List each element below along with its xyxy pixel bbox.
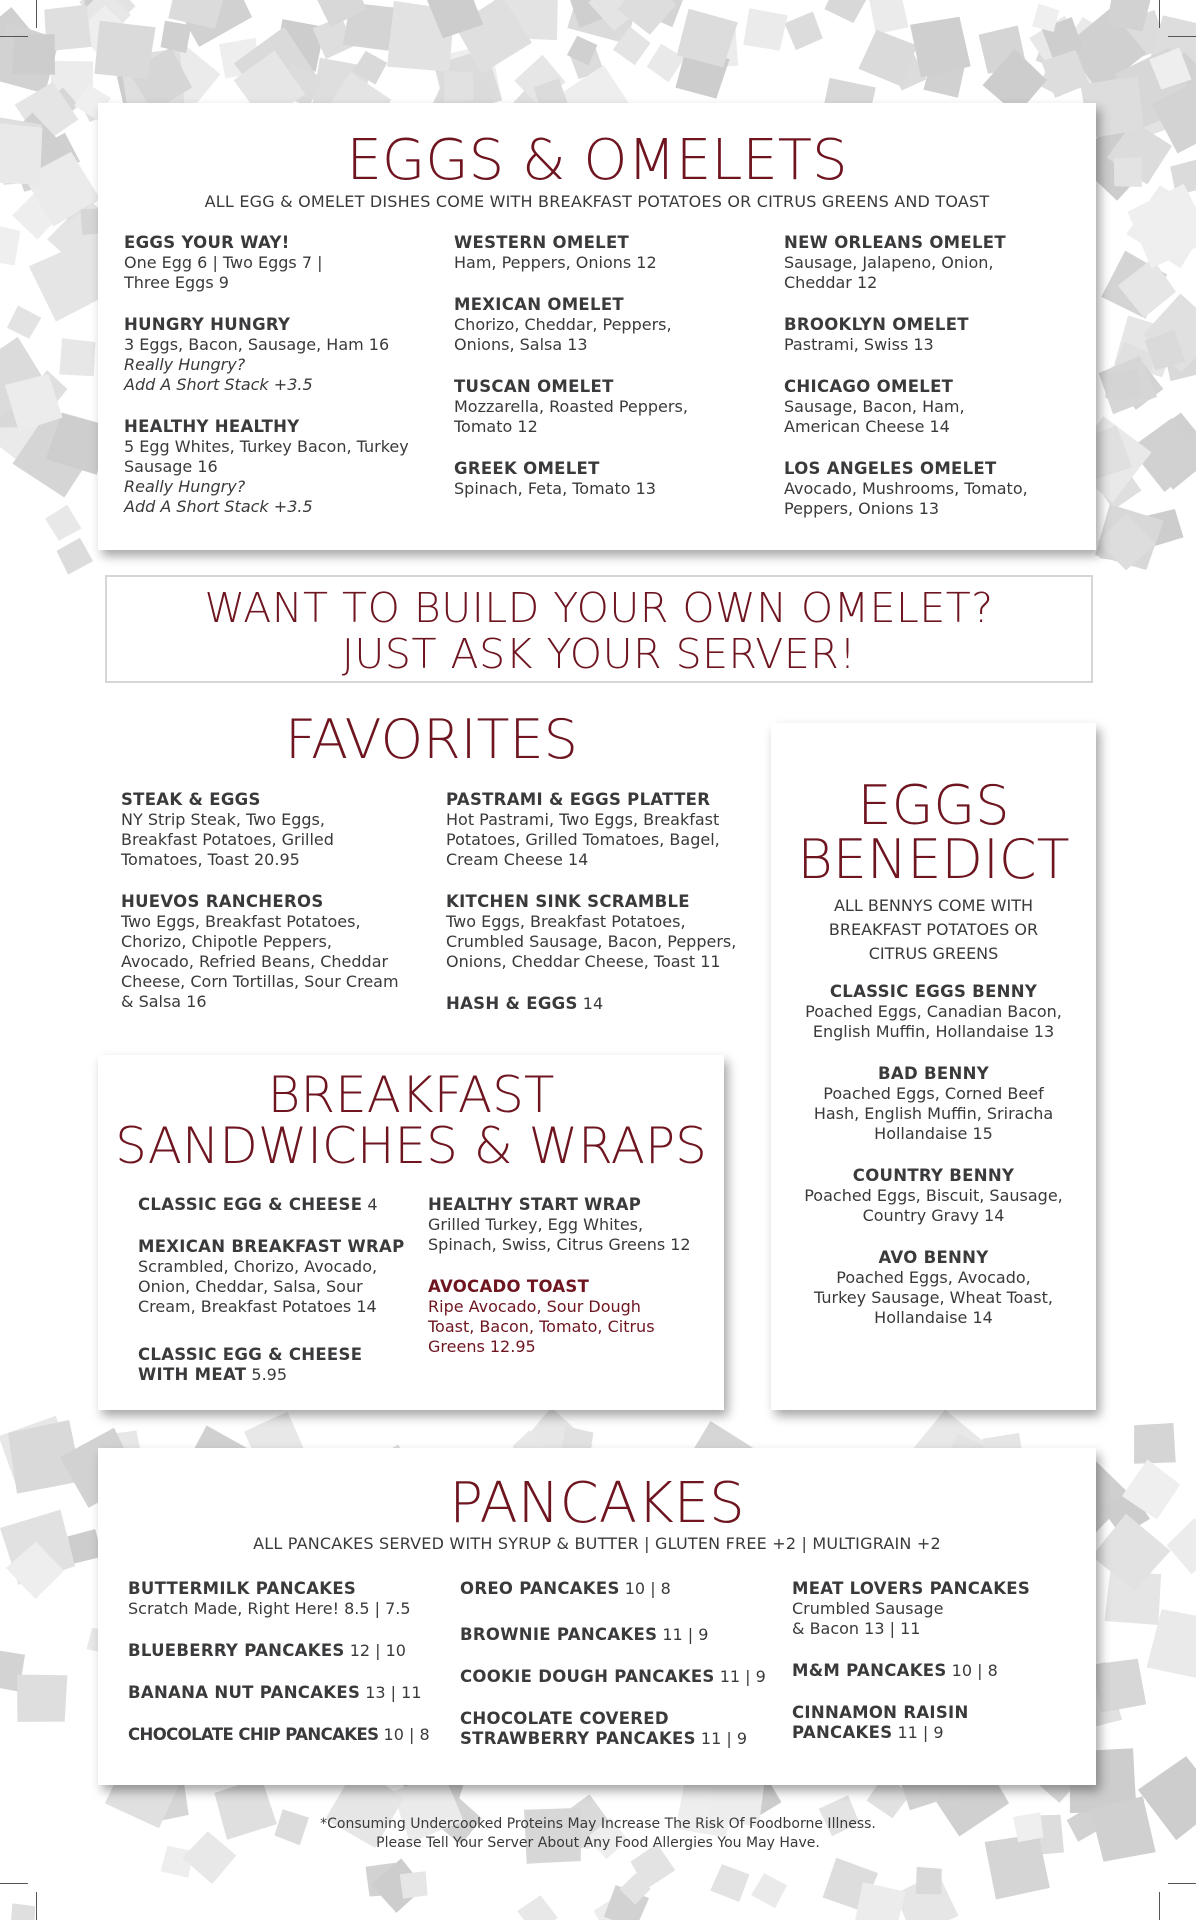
item-desc: Two Eggs, Breakfast Potatoes, — [121, 912, 361, 931]
menu-item — [128, 1683, 448, 1703]
item-name: HEALTHY START WRAP — [428, 1195, 642, 1214]
pattern-tile — [7, 306, 41, 339]
banner-line-1: WANT TO BUILD YOUR OWN OMELET? — [204, 584, 994, 632]
menu-item — [454, 233, 754, 273]
item-desc: Onion, Cheddar, Salsa, Sour — [138, 1277, 363, 1296]
pattern-tile — [784, 12, 822, 51]
item-name: HASH & EGGS — [446, 994, 578, 1013]
item-desc: Crumbled Sausage — [792, 1599, 944, 1618]
pattern-tile — [1134, 1423, 1176, 1464]
pattern-tile — [1109, 369, 1141, 401]
item-price: 10 | 8 — [624, 1579, 671, 1598]
sandwiches-col-1 — [138, 1195, 428, 1407]
pancakes-col-1 — [128, 1579, 448, 1767]
item-desc: Three Eggs 9 — [124, 273, 229, 292]
item-desc: 3 Eggs, Bacon, Sausage, Ham 16 — [124, 335, 390, 354]
pattern-tile — [824, 0, 868, 23]
menu-item — [454, 295, 754, 355]
item-desc: Tomatoes, Toast 20.95 — [121, 850, 300, 869]
item-name: AVO BENNY — [878, 1248, 989, 1267]
item-note: Really Hungry? — [124, 355, 246, 374]
item-desc: Potatoes, Grilled Tomatoes, Bagel, — [446, 830, 720, 849]
menu-item — [138, 1237, 428, 1317]
sandwiches-col-2 — [428, 1195, 718, 1379]
footnote-line-2: Please Tell Your Server About Any Food Allergies You May Have. — [376, 1835, 820, 1851]
benedict-subtitle: CITRUS GREENS — [868, 944, 999, 963]
menu-item — [446, 790, 766, 870]
pattern-tile — [59, 338, 95, 376]
menu-item — [128, 1579, 448, 1619]
item-desc: Peppers, Onions 13 — [784, 499, 940, 518]
menu-item — [446, 994, 766, 1014]
eggs-omelets-title: EGGS & OMELETS — [346, 128, 848, 193]
item-desc: Avocado, Refried Beans, Cheddar — [121, 952, 389, 971]
pattern-tile — [743, 8, 787, 50]
item-desc: Sausage, Jalapeno, Onion, — [784, 253, 994, 272]
item-desc: & Bacon 13 | 11 — [792, 1619, 921, 1638]
item-desc: Sausage, Bacon, Ham, — [784, 397, 965, 416]
menu-item — [121, 790, 431, 870]
item-name: CLASSIC EGGS BENNY — [829, 982, 1038, 1001]
item-name: COUNTRY BENNY — [852, 1166, 1015, 1185]
pattern-tile — [12, 34, 55, 74]
item-price: 11 | 9 — [719, 1667, 766, 1686]
item-price: 4 — [367, 1195, 378, 1214]
item-desc: Poached Eggs, Corned Beef — [823, 1084, 1044, 1103]
benedict-subtitle: BREAKFAST POTATOES OR — [828, 920, 1039, 939]
item-desc: Hash, English Muffin, Sriracha — [813, 1104, 1054, 1123]
item-name: GREEK OMELET — [454, 459, 600, 478]
menu-item — [460, 1667, 780, 1687]
menu-item — [454, 377, 754, 437]
item-desc: Onions, Cheddar Cheese, Toast 11 — [446, 952, 721, 971]
benedict-subtitle: ALL BENNYS COME WITH — [833, 896, 1033, 915]
item-name: HUEVOS RANCHEROS — [121, 892, 324, 911]
item-desc: Onions, Salsa 13 — [454, 335, 588, 354]
pattern-tile — [751, 1873, 787, 1908]
pattern-tile — [1093, 1659, 1147, 1713]
item-desc: English Muffin, Hollandaise 13 — [812, 1022, 1055, 1041]
item-price: 13 | 11 — [365, 1683, 422, 1702]
item-desc: Chorizo, Chipotle Peppers, — [121, 932, 332, 951]
menu-item — [784, 315, 1084, 355]
menu-item — [454, 459, 754, 499]
menu-item — [784, 233, 1084, 293]
pattern-tile — [1167, 1518, 1196, 1574]
crop-mark — [0, 1883, 28, 1884]
item-name: STEAK & EGGS — [121, 790, 261, 809]
item-desc: & Salsa 16 — [121, 992, 207, 1011]
item-price: 11 | 9 — [897, 1723, 944, 1742]
menu-item — [792, 1579, 1082, 1639]
pattern-tile — [57, 538, 94, 575]
menu-item — [771, 1248, 1096, 1328]
eggs-col-2 — [454, 233, 754, 521]
item-name: BUTTERMILK PANCAKES — [128, 1579, 357, 1598]
menu-item — [792, 1703, 1082, 1743]
menu-item — [128, 1725, 448, 1745]
item-desc: Breakfast Potatoes, Grilled — [121, 830, 334, 849]
pattern-tile — [1114, 157, 1142, 187]
sandwiches-title-1: BREAKFAST — [267, 1066, 555, 1124]
item-desc: Spinach, Swiss, Citrus Greens 12 — [428, 1235, 691, 1254]
item-name: WITH MEAT — [138, 1365, 247, 1384]
crop-mark — [1168, 1883, 1196, 1884]
pattern-tile — [94, 21, 155, 79]
item-name: HUNGRY HUNGRY — [124, 315, 291, 334]
item-name: OREO PANCAKES — [460, 1579, 620, 1598]
item-name: MEXICAN BREAKFAST WRAP — [138, 1237, 405, 1256]
item-name: STRAWBERRY PANCAKES — [460, 1729, 696, 1748]
menu-item — [128, 1641, 448, 1661]
item-name: PANCAKES — [792, 1723, 893, 1742]
pattern-tile — [0, 223, 21, 266]
item-desc: NY Strip Steak, Two Eggs, — [121, 810, 325, 829]
item-name: TUSCAN OMELET — [454, 377, 614, 396]
pattern-tile — [45, 505, 81, 541]
item-name: CHOCOLATE CHIP PANCAKES — [128, 1725, 379, 1744]
item-name: CLASSIC EGG & CHEESE — [138, 1195, 363, 1214]
item-desc: Poached Eggs, Biscuit, Sausage, — [804, 1186, 1063, 1205]
item-desc: One Egg 6 | Two Eggs 7 | — [124, 253, 323, 272]
item-note: Add A Short Stack +3.5 — [124, 375, 313, 394]
pattern-tile — [444, 71, 474, 102]
item-name: KITCHEN SINK SCRAMBLE — [446, 892, 690, 911]
pancakes-col-2 — [460, 1579, 780, 1771]
menu-item — [771, 982, 1096, 1042]
item-desc: Poached Eggs, Canadian Bacon, — [805, 1002, 1062, 1021]
item-name: WESTERN OMELET — [454, 233, 630, 252]
eggs-benedict-card — [771, 723, 1096, 1410]
benedict-title-1: EGGS — [857, 774, 1010, 837]
item-price: 10 | 8 — [383, 1725, 430, 1744]
pancakes-card — [98, 1448, 1096, 1785]
pattern-tile — [869, 0, 908, 34]
item-desc: Ripe Avocado, Sour Dough — [428, 1297, 641, 1316]
item-name: PASTRAMI & EGGS PLATTER — [446, 790, 711, 809]
pattern-tile — [0, 122, 42, 185]
menu-item — [428, 1277, 718, 1357]
item-desc: Sausage 16 — [124, 457, 218, 476]
item-desc: Cheese, Corn Tortillas, Sour Cream — [121, 972, 399, 991]
menu-item — [428, 1195, 718, 1255]
item-price: 10 | 8 — [951, 1661, 998, 1680]
item-desc: Toast, Bacon, Tomato, Citrus — [428, 1317, 655, 1336]
item-desc: Scrambled, Chorizo, Avocado, — [138, 1257, 378, 1276]
favorites-col-2 — [446, 790, 766, 1036]
menu-item — [121, 892, 431, 1012]
crop-mark — [1159, 1892, 1160, 1920]
item-name: BROOKLYN OMELET — [784, 315, 969, 334]
item-name: HEALTHY HEALTHY — [124, 417, 300, 436]
item-desc: Avocado, Mushrooms, Tomato, — [784, 479, 1028, 498]
pancakes-subtitle: ALL PANCAKES SERVED WITH SYRUP & BUTTER | GLUTEN FREE +2 | MULTIGRAIN +2 — [253, 1534, 941, 1553]
item-desc: Country Gravy 14 — [862, 1206, 1005, 1225]
item-name: BAD BENNY — [878, 1064, 989, 1083]
allergy-footnote — [0, 1815, 1196, 1853]
item-desc: Cheddar 12 — [784, 273, 878, 292]
menu-item — [460, 1709, 780, 1749]
item-name: EGGS YOUR WAY! — [124, 233, 290, 252]
item-desc: Cream Cheese 14 — [446, 850, 589, 869]
menu-item — [124, 233, 424, 293]
item-name: NEW ORLEANS OMELET — [784, 233, 1006, 252]
menu-item — [124, 315, 424, 395]
build-omelet-banner — [105, 575, 1093, 683]
item-name: AVOCADO TOAST — [428, 1277, 590, 1296]
item-desc: Cream, Breakfast Potatoes 14 — [138, 1297, 377, 1316]
pattern-tile — [517, 1895, 558, 1920]
pattern-tile — [916, 1867, 942, 1894]
crop-mark — [36, 1892, 37, 1920]
item-price: 12 | 10 — [349, 1641, 406, 1660]
menu-item — [446, 892, 766, 972]
item-desc: Spinach, Feta, Tomato 13 — [454, 479, 656, 498]
pattern-tile — [161, 21, 192, 53]
crop-mark — [1168, 36, 1196, 37]
item-desc: Hollandaise 15 — [874, 1124, 993, 1143]
item-desc: American Cheese 14 — [784, 417, 950, 436]
benedict-title-2: BENEDICT — [797, 828, 1070, 891]
item-desc: Crumbled Sausage, Bacon, Peppers, — [446, 932, 737, 951]
item-desc: Tomato 12 — [454, 417, 538, 436]
menu-item — [771, 1064, 1096, 1144]
eggs-col-1 — [124, 233, 424, 539]
item-name: LOS ANGELES OMELET — [784, 459, 997, 478]
item-desc: Greens 12.95 — [428, 1337, 536, 1356]
item-desc: 5 Egg Whites, Turkey Bacon, Turkey — [124, 437, 409, 456]
item-desc: Ham, Peppers, Onions 12 — [454, 253, 657, 272]
item-price: 14 — [582, 994, 604, 1013]
pattern-tile — [855, 1882, 907, 1920]
pattern-tile — [11, 1903, 36, 1920]
item-name: M&M PANCAKES — [792, 1661, 947, 1680]
menu-item — [792, 1661, 1082, 1681]
sandwiches-card — [98, 1055, 724, 1410]
item-name: CHOCOLATE COVERED — [460, 1709, 669, 1728]
item-price: 11 | 9 — [662, 1625, 709, 1644]
item-desc: Poached Eggs, Avocado, — [836, 1268, 1031, 1287]
crop-mark — [0, 36, 28, 37]
item-desc: Grilled Turkey, Egg Whites, — [428, 1215, 644, 1234]
menu-item — [138, 1195, 428, 1215]
menu-item — [771, 1166, 1096, 1226]
item-name: MEAT LOVERS PANCAKES — [792, 1579, 1031, 1598]
item-desc: Mozzarella, Roasted Peppers, — [454, 397, 688, 416]
menu-item — [138, 1345, 428, 1385]
item-name: CHICAGO OMELET — [784, 377, 954, 396]
item-name: CLASSIC EGG & CHEESE — [138, 1345, 363, 1364]
pattern-tile — [400, 1871, 428, 1899]
sandwiches-title-2: SANDWICHES & WRAPS — [115, 1117, 707, 1175]
item-name: MEXICAN OMELET — [454, 295, 624, 314]
menu-item — [460, 1625, 780, 1645]
menu-item — [784, 459, 1084, 519]
item-desc: Two Eggs, Breakfast Potatoes, — [446, 912, 686, 931]
item-desc: Pastrami, Swiss 13 — [784, 335, 934, 354]
pancakes-col-3 — [792, 1579, 1082, 1765]
eggs-col-3 — [784, 233, 1084, 541]
item-name: COOKIE DOUGH PANCAKES — [460, 1667, 715, 1686]
item-note: Add A Short Stack +3.5 — [124, 497, 313, 516]
crop-mark — [36, 0, 37, 28]
favorites-title: FAVORITES — [285, 708, 578, 771]
menu-item — [124, 417, 424, 517]
banner-line-2: JUST ASK YOUR SERVER! — [341, 630, 857, 678]
menu-item — [784, 377, 1084, 437]
item-note: Really Hungry? — [124, 477, 246, 496]
item-desc: Hollandaise 14 — [874, 1308, 993, 1327]
item-name: BROWNIE PANCAKES — [460, 1625, 658, 1644]
item-desc: Scratch Made, Right Here! 8.5 | 7.5 — [128, 1599, 411, 1618]
item-name: CINNAMON RAISIN — [792, 1703, 969, 1722]
pancakes-title: PANCAKES — [449, 1471, 745, 1536]
menu-item — [460, 1579, 780, 1599]
item-name: BANANA NUT PANCAKES — [128, 1683, 361, 1702]
item-price: 11 | 9 — [700, 1729, 748, 1748]
favorites-col-1 — [121, 790, 431, 1034]
eggs-omelets-subtitle: ALL EGG & OMELET DISHES COME WITH BREAKFAST POTATOES OR CITRUS GREENS AND TOAST — [204, 192, 990, 211]
item-desc: Chorizo, Cheddar, Peppers, — [454, 315, 672, 334]
footnote-line-1: *Consuming Undercooked Proteins May Increase The Risk Of Foodborne Illness. — [320, 1816, 876, 1832]
eggs-omelets-card — [98, 103, 1096, 550]
item-desc: Turkey Sausage, Wheat Toast, — [814, 1288, 1053, 1307]
item-name: BLUEBERRY PANCAKES — [128, 1641, 345, 1660]
crop-mark — [1159, 0, 1160, 28]
item-price: 5.95 — [251, 1365, 288, 1384]
item-desc: Hot Pastrami, Two Eggs, Breakfast — [446, 810, 720, 829]
pattern-tile — [710, 1864, 749, 1902]
pattern-tile — [17, 1675, 67, 1722]
